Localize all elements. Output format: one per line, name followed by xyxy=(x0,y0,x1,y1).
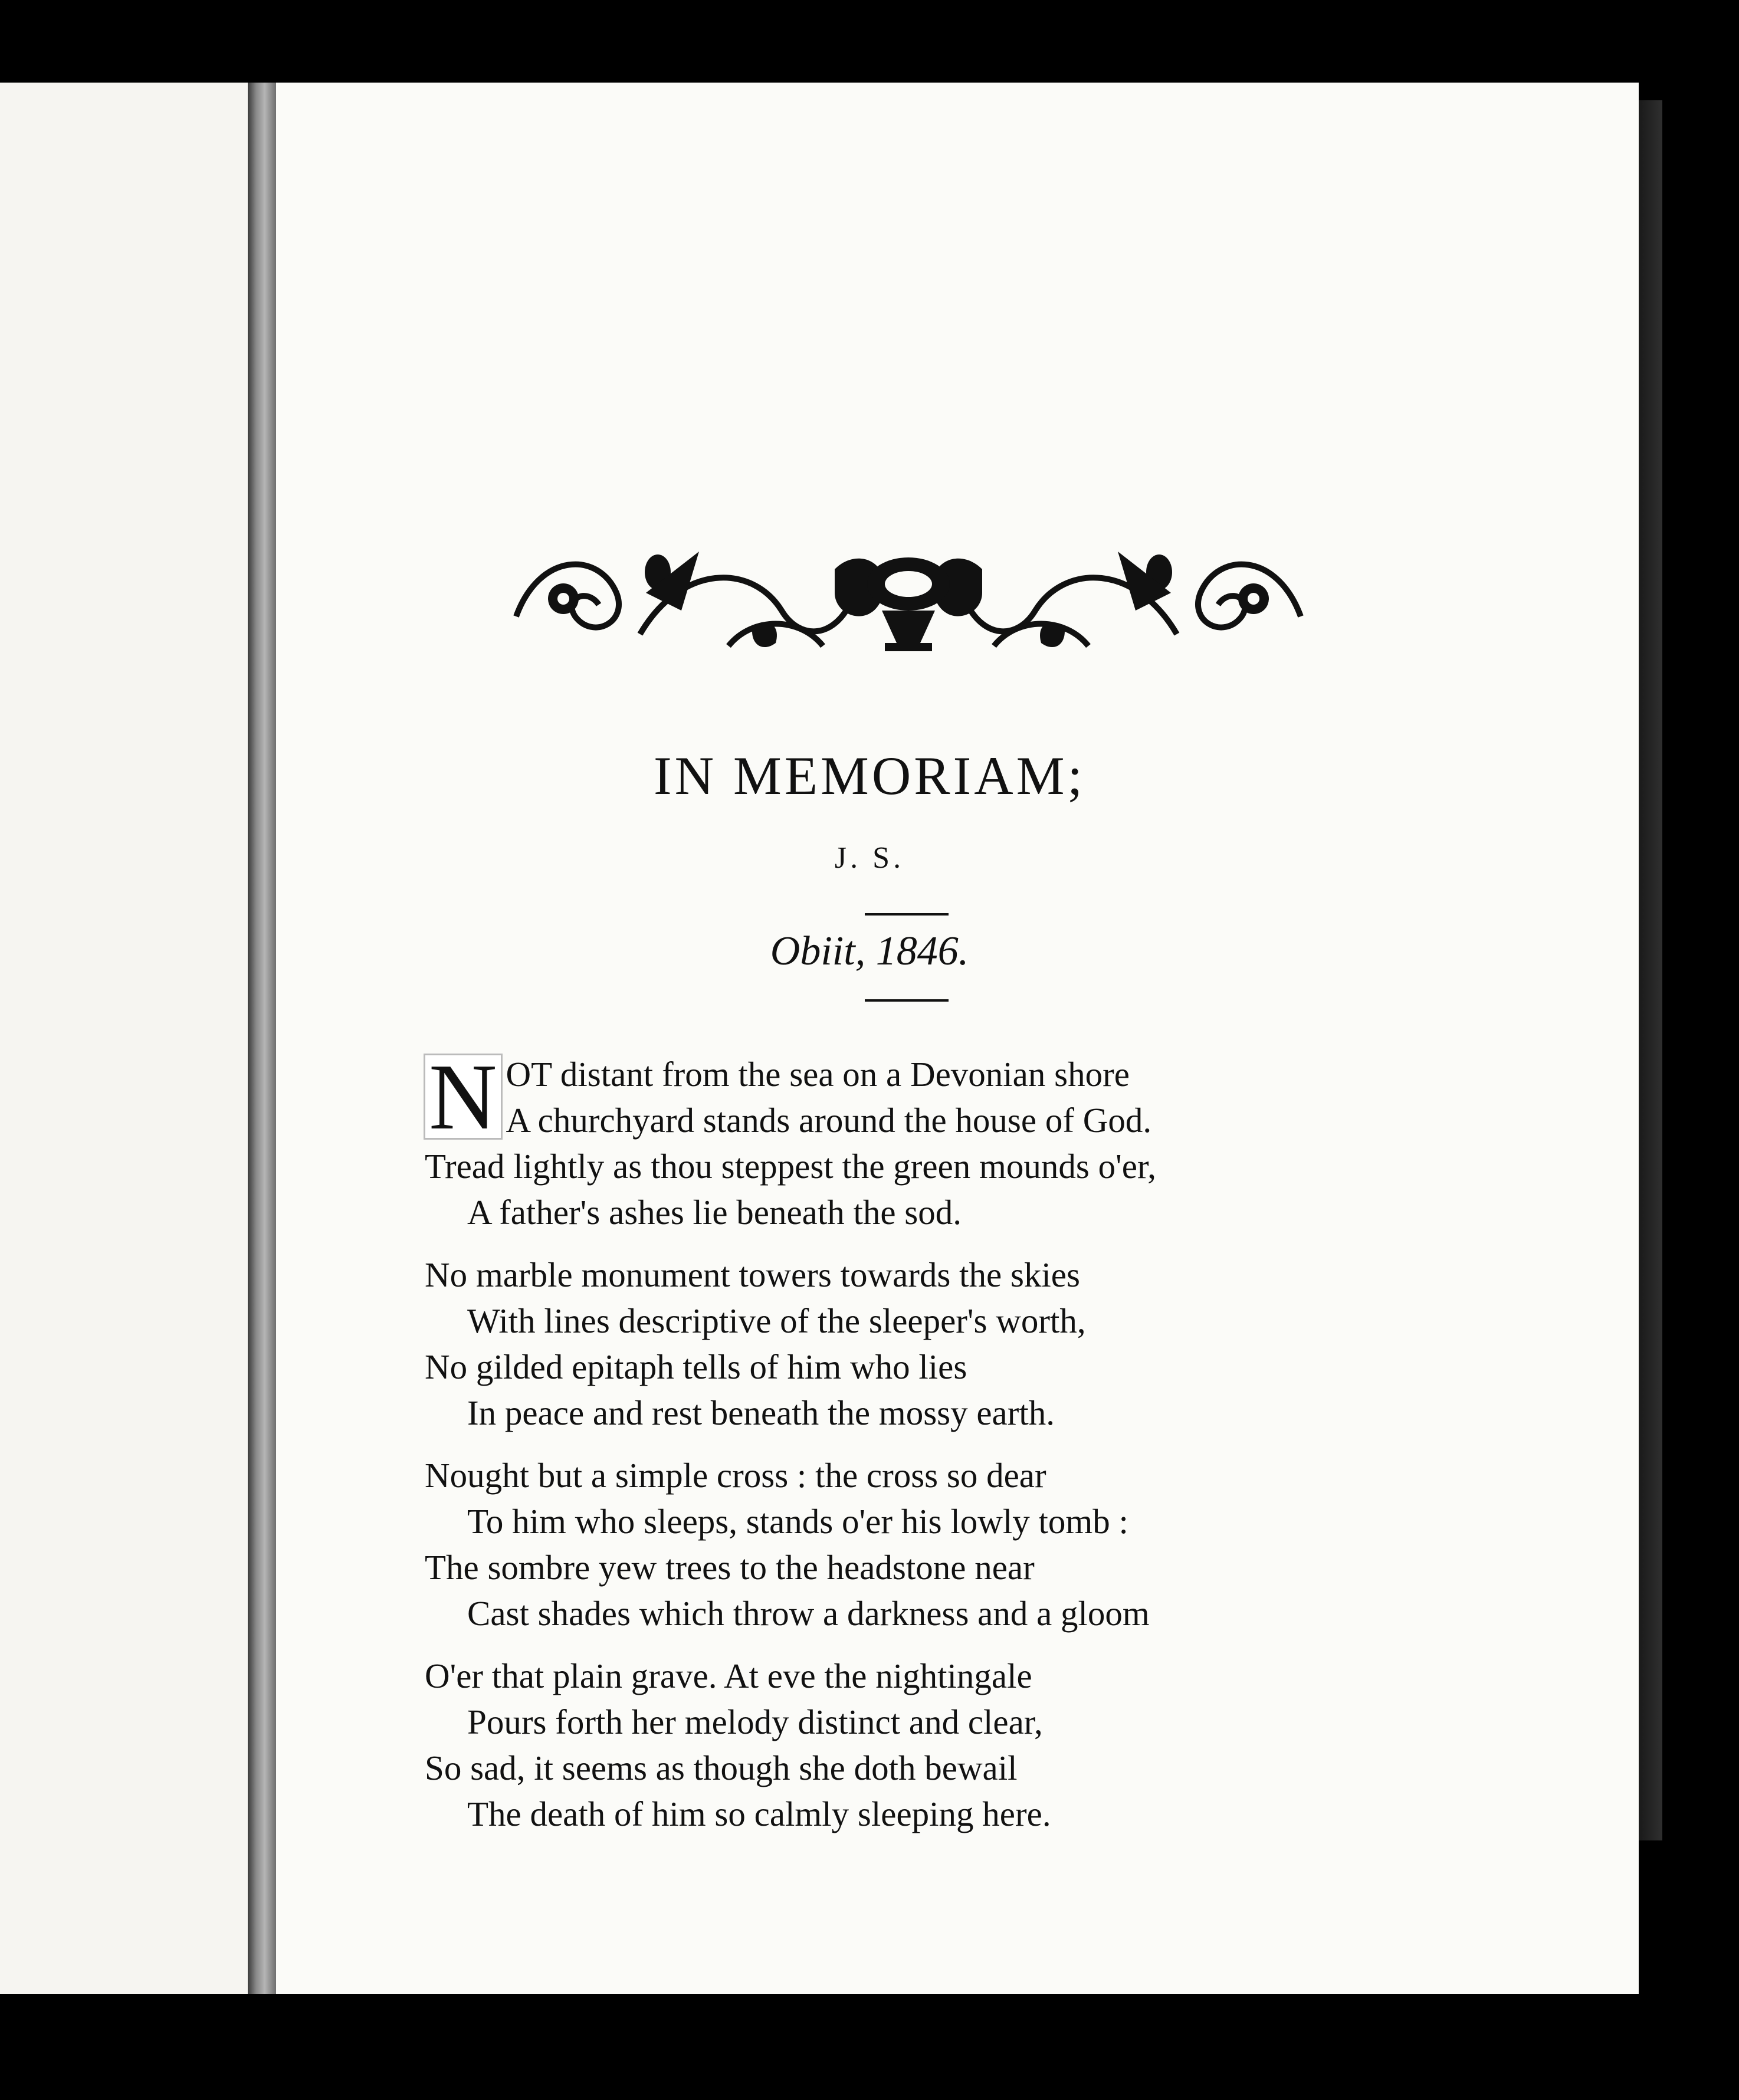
poem-line: The death of him so calmly sleeping here. xyxy=(467,1794,1051,1833)
book-gutter xyxy=(248,83,276,1994)
poem-line: A churchyard stands around the house of God. xyxy=(506,1101,1152,1140)
poem-line: The sombre yew trees to the headstone near xyxy=(425,1548,1035,1587)
poem-body xyxy=(425,1044,1369,1853)
poem-line: With lines descriptive of the sleeper's worth, xyxy=(467,1301,1086,1340)
poem-line: A father's ashes lie beneath the sod. xyxy=(467,1193,962,1232)
stanza xyxy=(425,1452,1369,1636)
divider-rule xyxy=(865,913,949,916)
dedication-initials: J. S. xyxy=(834,841,905,875)
poem-line: No gilded epitaph tells of him who lies xyxy=(425,1347,967,1386)
poem-title: IN MEMORIAM; xyxy=(653,746,1086,806)
poem-line: In peace and rest beneath the mossy earth. xyxy=(467,1393,1055,1432)
poem-line: Cast shades which throw a darkness and a gloom xyxy=(467,1594,1150,1633)
divider-rule xyxy=(865,999,949,1002)
poem-line: To him who sleeps, stands o'er his lowly tomb : xyxy=(467,1502,1128,1541)
first-line-text: OT distant from the sea on a Devonian shore xyxy=(506,1055,1130,1094)
stanza xyxy=(425,1044,1369,1235)
poem-line: No marble monument towers towards the skies xyxy=(425,1255,1080,1294)
drop-cap: N xyxy=(424,1054,503,1140)
obiit-date: Obiit, 1846. xyxy=(770,928,969,974)
ornamental-headpiece xyxy=(504,528,1313,667)
poem-line: Tread lightly as thou steppest the green mounds o'er, xyxy=(425,1147,1156,1186)
poem-line: O'er that plain grave. At eve the nightingale xyxy=(425,1656,1032,1695)
stanza xyxy=(425,1252,1369,1436)
poem-line: Pours forth her melody distinct and clear, xyxy=(467,1702,1043,1741)
facing-page xyxy=(0,83,248,1994)
poem-line: Nought but a simple cross : the cross so dear xyxy=(425,1456,1046,1495)
poem-line: So sad, it seems as though she doth bewail xyxy=(425,1748,1018,1787)
stanza xyxy=(425,1653,1369,1837)
